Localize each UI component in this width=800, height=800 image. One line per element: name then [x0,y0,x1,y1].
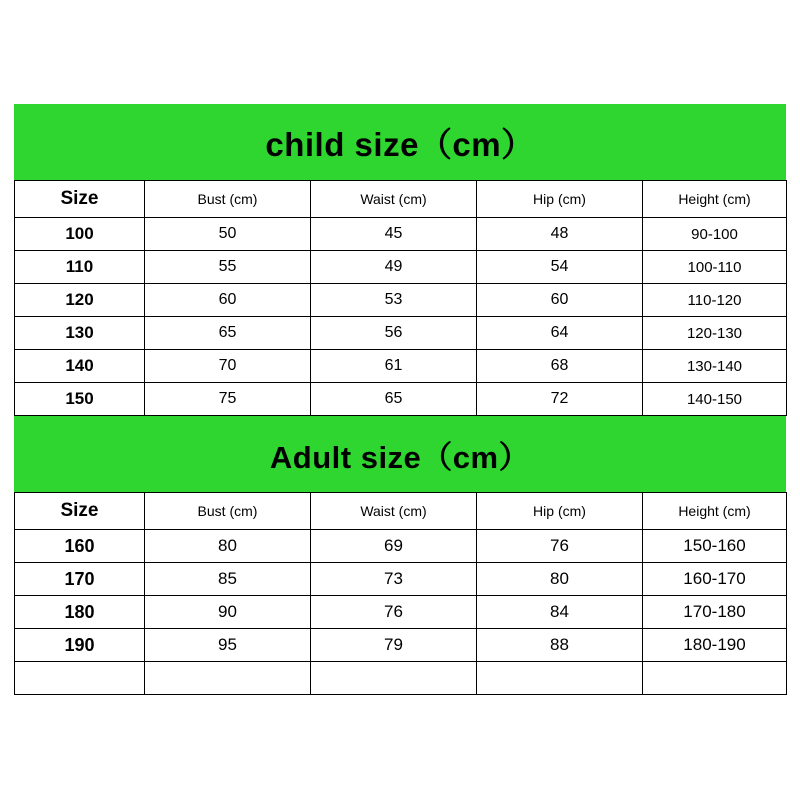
table-row [15,563,787,596]
child-cell-waist: 65 [311,383,477,416]
adult-cell-bust: 80 [145,530,311,563]
child-cell-size: 140 [15,350,145,383]
adult-cell-waist: 69 [311,530,477,563]
child-header-waist: Waist (cm) [311,181,477,218]
child-cell-hip: 60 [477,284,643,317]
adult-cell-size: 170 [15,563,145,596]
child-cell-size: 100 [15,218,145,251]
adult-cell-size: 160 [15,530,145,563]
spacer-cell [643,662,787,695]
child-cell-hip: 68 [477,350,643,383]
child-cell-waist: 45 [311,218,477,251]
child-size-banner-title: child size（cm） [265,125,535,163]
child-header-size: Size [15,181,145,218]
adult-size-banner-title: Adult size（cm） [269,439,531,475]
adult-header-size: Size [15,493,145,530]
child-cell-waist: 61 [311,350,477,383]
adult-cell-waist: 73 [311,563,477,596]
adult-cell-height: 160-170 [643,563,787,596]
child-cell-size: 150 [15,383,145,416]
adult-cell-hip: 80 [477,563,643,596]
size-chart-container [14,104,786,695]
spacer-cell [311,662,477,695]
child-cell-height: 120-130 [643,317,787,350]
child-cell-size: 130 [15,317,145,350]
table-row [15,317,787,350]
adult-cell-bust: 85 [145,563,311,596]
adult-cell-size: 190 [15,629,145,662]
child-cell-size: 120 [15,284,145,317]
child-cell-bust: 50 [145,218,311,251]
adult-cell-height: 170-180 [643,596,787,629]
adult-header-bust: Bust (cm) [145,493,311,530]
child-cell-bust: 55 [145,251,311,284]
child-header-height: Height (cm) [643,181,787,218]
adult-cell-height: 150-160 [643,530,787,563]
table-row [15,383,787,416]
adult-cell-waist: 79 [311,629,477,662]
child-cell-hip: 48 [477,218,643,251]
child-cell-bust: 70 [145,350,311,383]
child-cell-hip: 64 [477,317,643,350]
child-cell-waist: 53 [311,284,477,317]
spacer-cell [477,662,643,695]
child-cell-hip: 72 [477,383,643,416]
table-row [15,218,787,251]
spacer-cell [145,662,311,695]
child-cell-waist: 49 [311,251,477,284]
adult-cell-size: 180 [15,596,145,629]
adult-table-header-row [15,493,787,530]
table-row [15,251,787,284]
table-row [15,350,787,383]
child-cell-height: 130-140 [643,350,787,383]
adult-cell-hip: 76 [477,530,643,563]
child-cell-height: 90-100 [643,218,787,251]
adult-cell-hip: 84 [477,596,643,629]
table-row [15,596,787,629]
child-cell-bust: 65 [145,317,311,350]
child-cell-size: 110 [15,251,145,284]
adult-header-waist: Waist (cm) [311,493,477,530]
table-row [15,629,787,662]
table-row-partial [15,662,787,695]
table-row [15,530,787,563]
adult-cell-height: 180-190 [643,629,787,662]
child-cell-waist: 56 [311,317,477,350]
table-row [15,284,787,317]
child-size-banner [14,104,786,180]
adult-size-table [14,492,787,695]
child-header-hip: Hip (cm) [477,181,643,218]
child-table-header-row [15,181,787,218]
adult-header-height: Height (cm) [643,493,787,530]
adult-cell-hip: 88 [477,629,643,662]
child-cell-bust: 60 [145,284,311,317]
child-cell-height: 110-120 [643,284,787,317]
child-cell-bust: 75 [145,383,311,416]
child-size-table [14,180,787,416]
child-cell-height: 140-150 [643,383,787,416]
adult-size-banner [14,416,786,492]
child-cell-hip: 54 [477,251,643,284]
adult-cell-bust: 95 [145,629,311,662]
spacer-cell [15,662,145,695]
adult-cell-waist: 76 [311,596,477,629]
adult-header-hip: Hip (cm) [477,493,643,530]
child-cell-height: 100-110 [643,251,787,284]
child-header-bust: Bust (cm) [145,181,311,218]
adult-cell-bust: 90 [145,596,311,629]
